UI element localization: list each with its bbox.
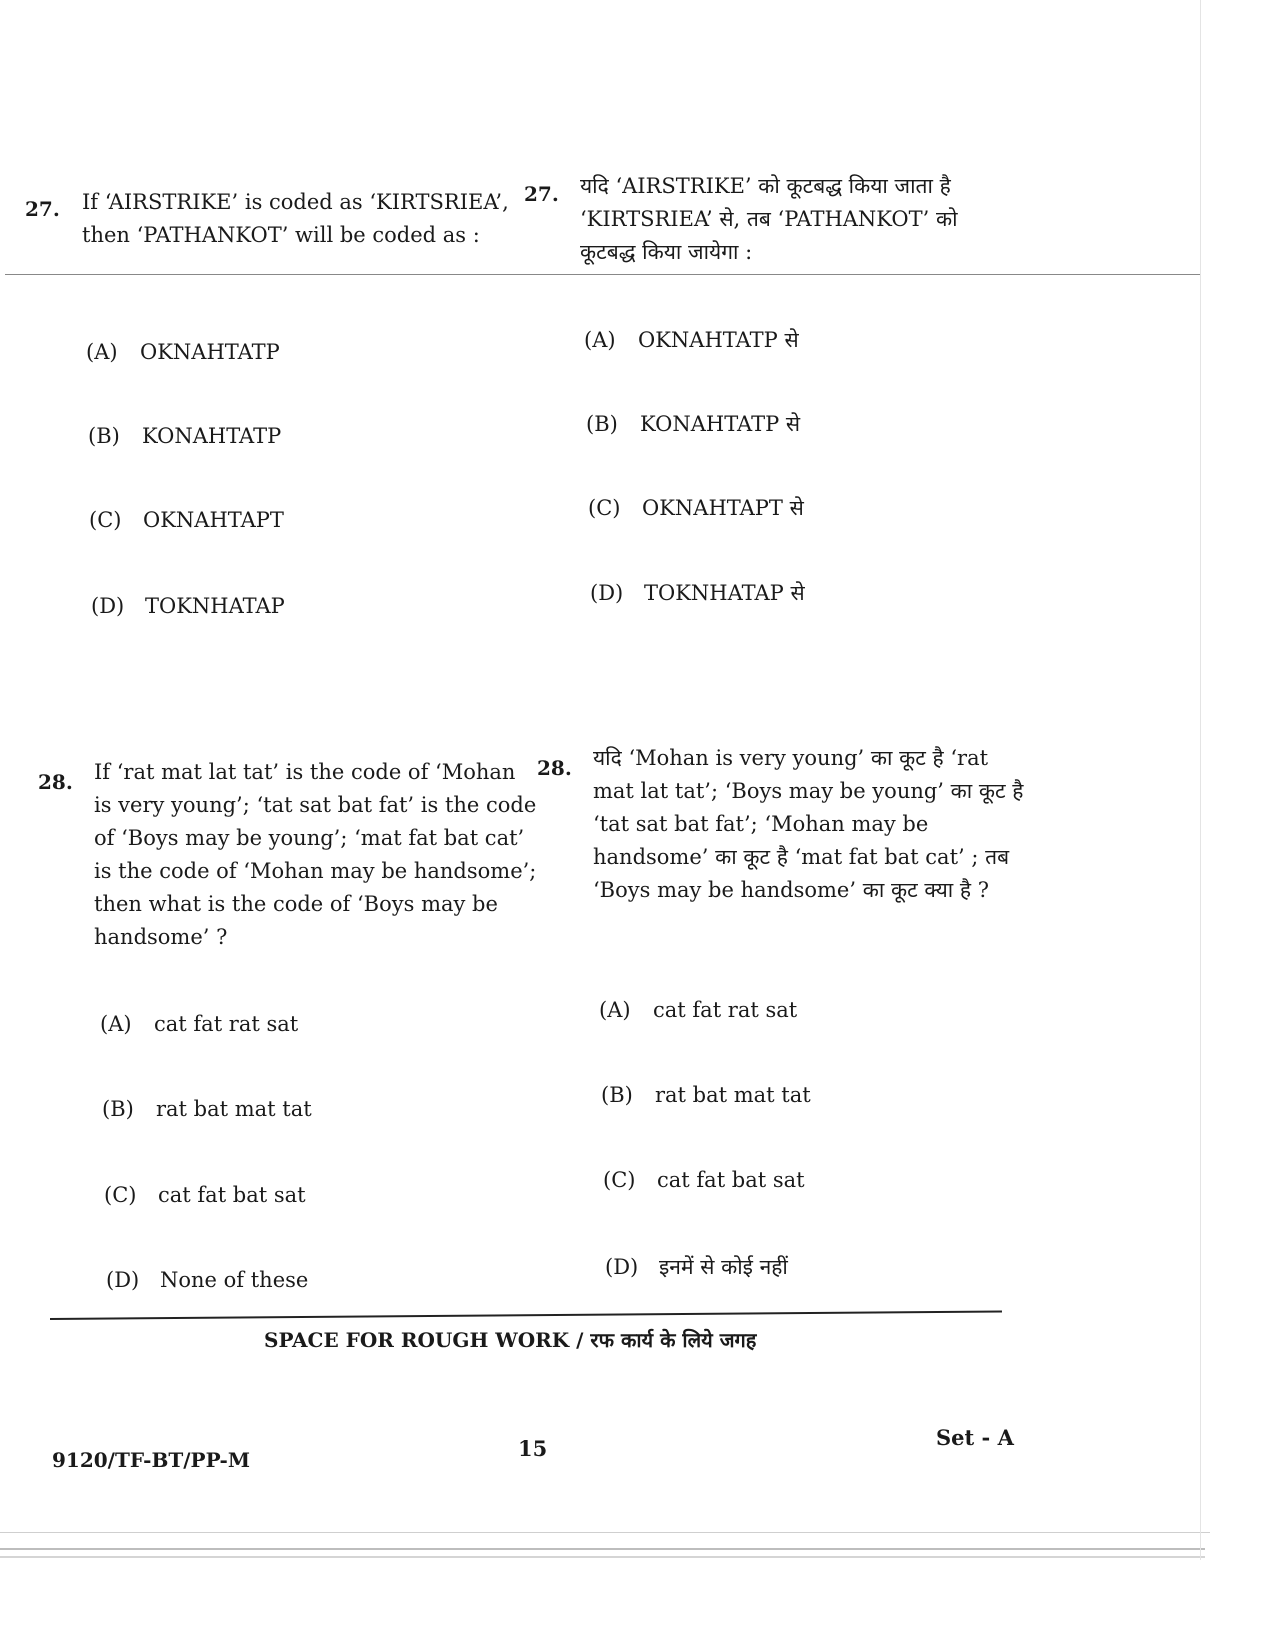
- q27-divider: [5, 274, 1200, 275]
- q28-hi-line2: mat lat tat’; ‘Boys may be young’ का कूट है: [593, 779, 1024, 803]
- scan-edge-line: [1200, 0, 1201, 1560]
- option-label: (B): [586, 412, 618, 436]
- q27-en-line2: then ‘PATHANKOT’ will be coded as :: [82, 223, 480, 247]
- option-text: cat fat rat sat: [653, 998, 798, 1022]
- q28-hi-line4: handsome’ का कूट है ‘mat fat bat cat’ ; तब: [593, 845, 1010, 869]
- rough-work-rule: [50, 1311, 1002, 1320]
- paper-code: 9120/TF-BT/PP-M: [52, 1448, 250, 1472]
- option-text: cat fat bat sat: [158, 1183, 306, 1207]
- set-label: Set - A: [936, 1425, 1014, 1450]
- scan-edge-line: [0, 1532, 1210, 1533]
- q27-option-d-en[interactable]: [91, 594, 285, 618]
- q28-option-c-en[interactable]: [104, 1183, 306, 1207]
- q28-number-en: 28.: [38, 770, 73, 794]
- option-label: (C): [89, 508, 122, 532]
- q27-option-a-en[interactable]: [86, 340, 280, 364]
- q27-number-en: 27.: [25, 197, 60, 221]
- option-text: OKNAHTAPT: [143, 508, 284, 532]
- option-label: (C): [588, 496, 621, 520]
- q27-option-d-hi[interactable]: [590, 579, 805, 607]
- q28-en-line3: of ‘Boys may be young’; ‘mat fat bat cat’: [94, 826, 525, 850]
- option-text: cat fat rat sat: [154, 1012, 299, 1036]
- q27-option-b-en[interactable]: [88, 424, 281, 448]
- q27-option-b-hi[interactable]: [586, 410, 800, 438]
- q28-en-line5: then what is the code of ‘Boys may be: [94, 892, 498, 916]
- q28-en-line4: is the code of ‘Mohan may be handsome’;: [94, 859, 537, 883]
- q27-text-hi: [580, 170, 958, 269]
- option-label: (A): [100, 1012, 132, 1036]
- scan-edge-line: [0, 1556, 1205, 1558]
- option-text: rat bat mat tat: [156, 1097, 312, 1121]
- option-label: (B): [601, 1083, 633, 1107]
- option-text: TOKNHATAP: [145, 594, 285, 618]
- q28-hi-line5: ‘Boys may be handsome’ का कूट क्या है ?: [593, 878, 989, 902]
- q28-option-b-en[interactable]: [102, 1097, 312, 1121]
- option-label: (B): [102, 1097, 134, 1121]
- option-text: OKNAHTATP से: [638, 328, 799, 352]
- q28-en-line6: handsome’ ?: [94, 925, 228, 949]
- option-label: (A): [584, 328, 616, 352]
- option-label: (D): [605, 1255, 639, 1279]
- option-label: (C): [603, 1168, 636, 1192]
- q28-number-hi: 28.: [537, 756, 572, 780]
- option-text: इनमें से कोई नहीं: [659, 1255, 788, 1279]
- option-text: TOKNHATAP से: [644, 581, 805, 605]
- option-label: (A): [599, 998, 631, 1022]
- page-number: 15: [518, 1436, 548, 1461]
- q27-option-a-hi[interactable]: [584, 326, 799, 354]
- q28-option-a-hi[interactable]: [599, 998, 797, 1022]
- option-label: (C): [104, 1183, 137, 1207]
- option-text: KONAHTATP से: [640, 412, 801, 436]
- q27-text-en: [82, 186, 509, 252]
- option-text: OKNAHTAPT से: [642, 496, 804, 520]
- q28-text-hi: [593, 742, 1023, 907]
- option-label: (A): [86, 340, 118, 364]
- q28-en-line2: is very young’; ‘tat sat bat fat’ is the code: [94, 793, 537, 817]
- q28-en-line1: If ‘rat mat lat tat’ is the code of ‘Mohan: [94, 760, 516, 784]
- rough-work-heading: SPACE FOR ROUGH WORK / रफ कार्य के लिये जगह: [264, 1328, 757, 1352]
- option-text: None of these: [160, 1268, 309, 1292]
- q27-option-c-hi[interactable]: [588, 494, 804, 522]
- option-text: cat fat bat sat: [657, 1168, 805, 1192]
- q28-text-en: [94, 756, 536, 954]
- option-text: rat bat mat tat: [655, 1083, 811, 1107]
- option-label: (D): [106, 1268, 140, 1292]
- q28-option-d-hi[interactable]: [605, 1253, 788, 1281]
- option-label: (D): [91, 594, 125, 618]
- q27-hi-line2: ‘KIRTSRIEA’ से, तब ‘PATHANKOT’ को: [580, 207, 958, 231]
- option-label: (D): [590, 581, 624, 605]
- q28-option-c-hi[interactable]: [603, 1168, 805, 1192]
- q27-hi-line1: यदि ‘AIRSTRIKE’ को कूटबद्ध किया जाता है: [580, 174, 951, 198]
- q28-option-a-en[interactable]: [100, 1012, 298, 1036]
- q27-hi-line3: कूटबद्ध किया जायेगा :: [580, 240, 753, 264]
- q28-hi-line1: यदि ‘Mohan is very young’ का कूट है ‘rat: [593, 746, 989, 770]
- q27-option-c-en[interactable]: [89, 508, 284, 532]
- option-text: KONAHTATP: [142, 424, 282, 448]
- option-text: OKNAHTATP: [140, 340, 280, 364]
- q27-number-hi: 27.: [524, 182, 559, 206]
- scan-edge-line: [0, 1548, 1205, 1550]
- q28-option-d-en[interactable]: [106, 1268, 308, 1292]
- option-label: (B): [88, 424, 120, 448]
- q28-option-b-hi[interactable]: [601, 1083, 811, 1107]
- q27-en-line1: If ‘AIRSTRIKE’ is coded as ‘KIRTSRIEA’,: [82, 190, 509, 214]
- q28-hi-line3: ‘tat sat bat fat’; ‘Mohan may be: [593, 812, 929, 836]
